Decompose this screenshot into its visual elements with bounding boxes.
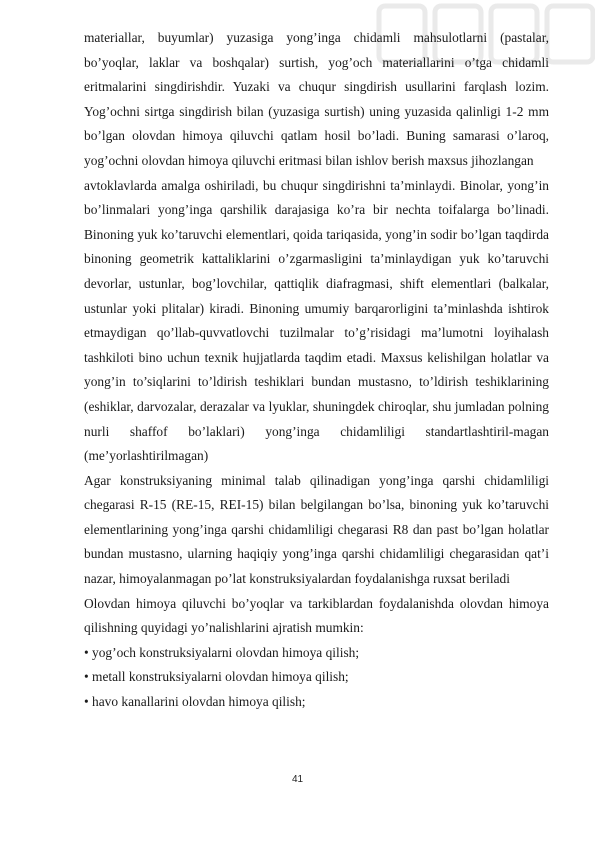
document-body [84,26,549,715]
paragraph-1: materiallar, buyumlar) yuzasiga yong’inga chidamli mahsulotlarni (pastalar, bo’yoqlar, laklar va boshqalar) surtish, yog’och materiallarini o’tga chidamli eritmalarini singdirishdir. Yuzaki va chuqur singdirish usullarini farqlash lozim. Yog’ochni sirtga singdirish bilan (yuzasiga surtish) uning yuzasida qalinligi 1-2 mm bo’lgan olovdan himoya qiluvchi qatlam hosil bo’ladi. Buning samarasi o’laroq, yog’ochni olovdan himoya qiluvchi eritmasi bilan ishlov berish maxsus jihozlangan [84,30,549,168]
paragraph-3: Agar konstruksiyaning minimal talab qilinadigan yong’inga qarshi chidamliligi chegarasi R-15 (RE-15, REI-15) bilan belgilangan bo’lsa, binoning yuk ko’taruvchi elementlarining yong’inga qarshi chidamliligi chegarasi R8 dan past bo’lgan holatlar bundan mustasno, ularning haqiqiy yong’inga qarshi chidamliligi chegarasidan qat’i nazar, himoyalanmagan po’lat konstruksiyalardan foydalanishga ruxsat beriladi [84,472,549,587]
list-item: • havo kanallarini olovdan himoya qilish; [84,694,306,710]
paragraph-4: Olovdan himoya qiluvchi bo’yoqlar va tarkiblardan foydalanishda olovdan himoya qilishning quyidagi yo’nalishlarini ajratish mumkin: [84,595,549,636]
page-number: 41 [291,774,304,785]
paragraph-2: avtoklavlarda amalga oshiriladi, bu chuqur singdirishni ta’minlaydi. Binolar, yong’in bo’linmalari yong’inga qarshilik darajasiga ko’ra bir nechta toifalarga bo’linadi. Binoning yuk ko’taruvchi elementlari, qoida tariqasida, yong’in sodir bo’lgan taqdirda binoning geometrik kattaliklarini o’zgarmasligini ta’minlaydigan yuk ko’taruvchi devorlar, ustunlar, bog’lovchilar, qattiqlik diafragmasi, shift elementlari (balkalar, ustunlar yoki plitalar) kiradi. Binoning umumiy barqarorligini ta’minlashda ishtirok etmaydigan qo’llab-quvvatlovchi tuzilmalar to’g’risidagi ma’lumotni loyihalash tashkiloti bino uchun texnik hujjatlarda taqdim etadi. Maxsus kelishilgan holatlar va yong’in to’siqlarini to’ldirish teshiklari bundan mustasno, to’ldirish teshiklarining (eshiklar, darvozalar, derazalar va lyuklar, shuningdek chiroqlar, shu jumladan polning nurli shaffof bo’laklari) yong’inga chidamliligi standartlashtiril-magan (me’yorlashtirilmagan) [84,177,549,464]
list-item: • yog’och konstruksiyalarni olovdan himoya qilish; [84,644,360,660]
list-item: • metall konstruksiyalarni olovdan himoya qilish; [84,669,349,685]
